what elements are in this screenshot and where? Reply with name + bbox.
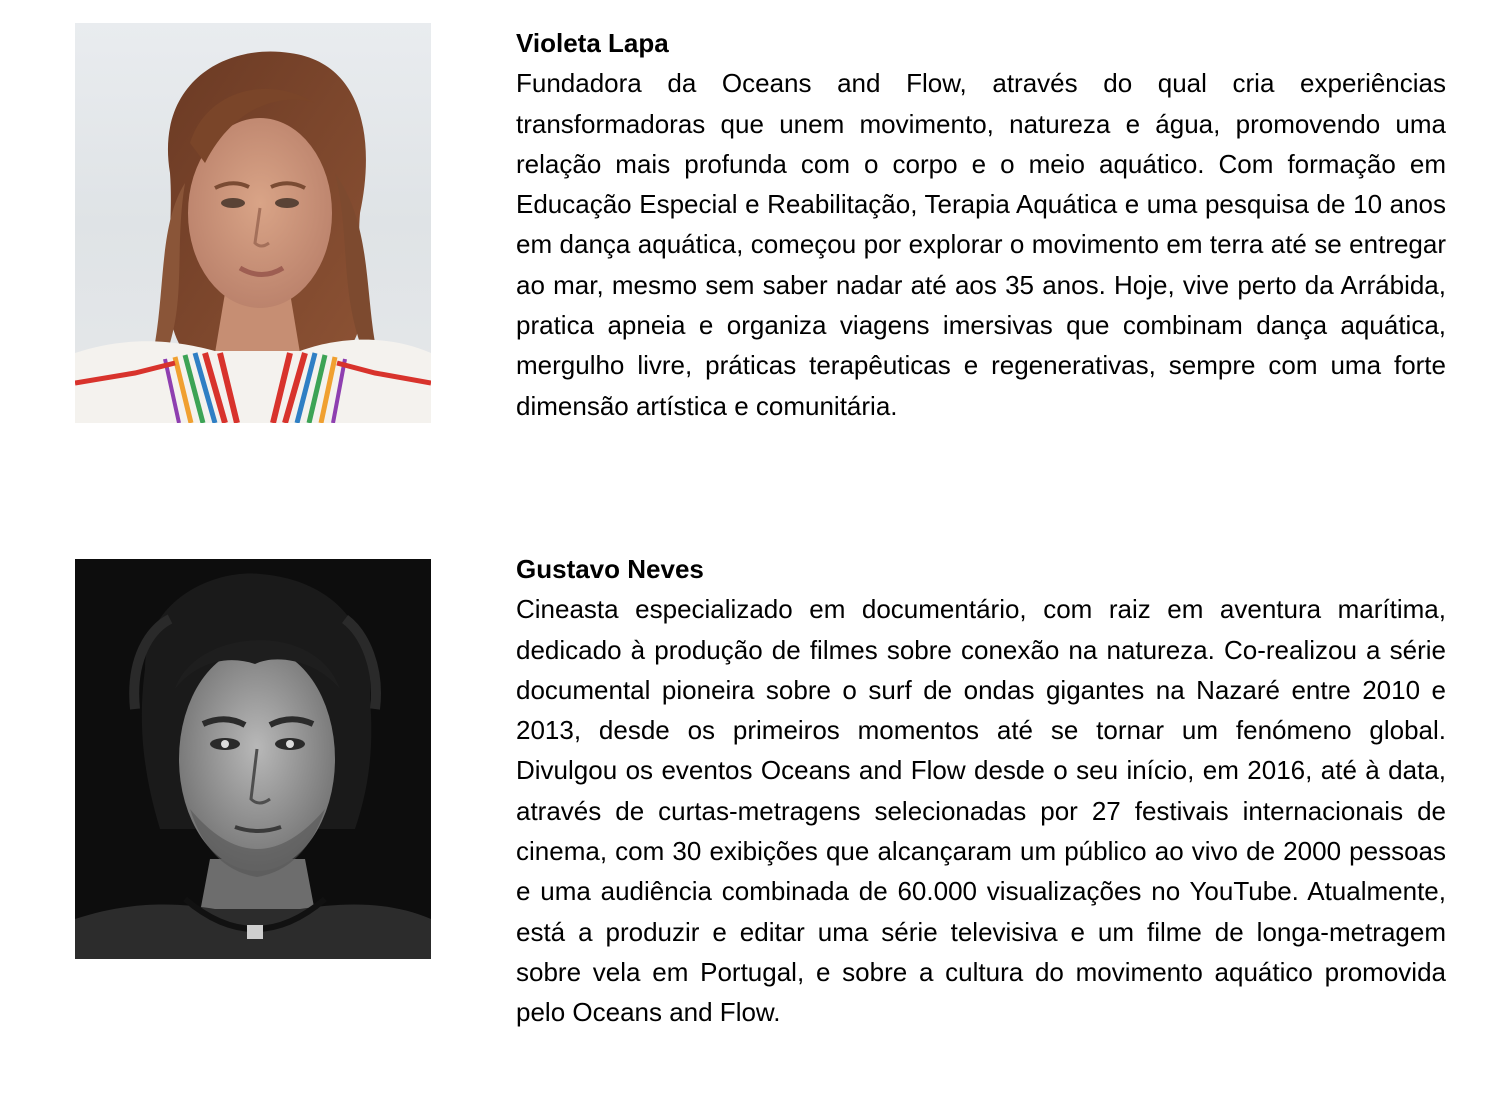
profile-bio: Fundadora da Oceans and Flow, através do qual cria experiências transformadoras que unem movimento, natureza e água, promovendo uma relação mais profunda com o corpo e o meio aquático. Com formação em Educação Especial e Reabilitação, Terapia Aquática e uma pesquisa de 10 anos em dança aquática, começou por explorar o movimento em terra até se entregar ao mar, mesmo sem saber nadar até aos 35 anos. Hoje, vive perto da Arrábida, pratica apneia e organiza viagens imersivas que combinam dança aquática, mergulho livre, práticas terapêuticas e regenerativas, sempre com uma forte dimensão artística e comunitária. bbox=[516, 68, 1446, 421]
profile-bio: Cineasta especializado em documentário, com raiz em aventura marítima, dedicado à produção de filmes sobre conexão na natureza. Co-realizou a série documental pioneira sobre o surf de ondas gigantes na Nazaré entre 2010 e 2013, desde os primeiros momentos até se tornar um fenómeno global. Divulgou os eventos Oceans and Flow desde o seu início, em 2016, até à data, através de curtas-metragens selecionadas por 27 festivais internacionais de cinema, com 30 exibições que alcançaram um público ao vivo de 2000 pessoas e uma audiência combinada de 60.000 visualizações no YouTube. Atualmente, está a produzir e editar uma série televisiva e um filme de longa-metragem sobre vela em Portugal, e sobre a cultura do movimento aquático promovida pelo Oceans and Flow. bbox=[516, 594, 1446, 1028]
profile-text-violeta bbox=[516, 23, 1446, 426]
profile-name: Violeta Lapa bbox=[516, 28, 669, 58]
profile-name: Gustavo Neves bbox=[516, 554, 704, 584]
portrait-photo-gustavo bbox=[75, 559, 431, 959]
profile-text-gustavo bbox=[516, 549, 1446, 1033]
portrait-photo-violeta bbox=[75, 23, 431, 423]
